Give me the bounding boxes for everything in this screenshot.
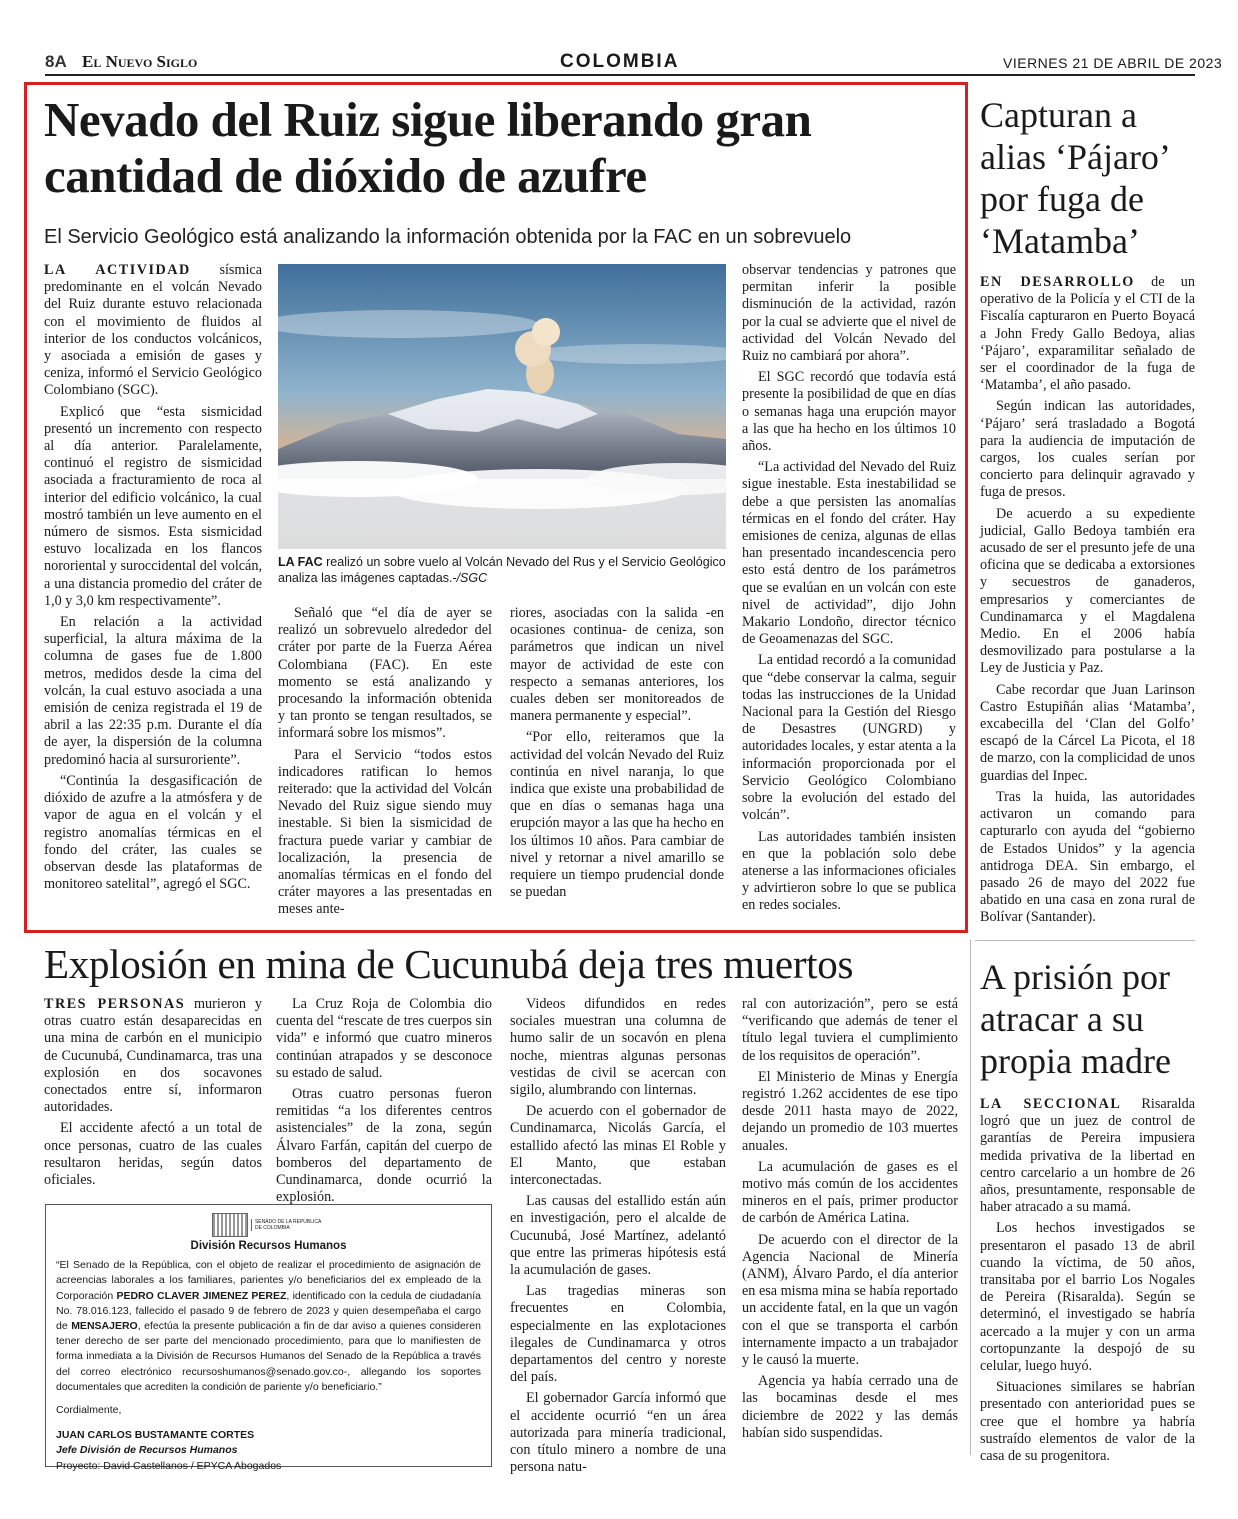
story2-column-4 — [742, 996, 958, 1446]
paragraph: Las causas del estallido están aún en investigación, pero el alcalde de Cucunubá, José Martínez, adelantó que entre las primeras hipótesis está la acumulación de gases. — [510, 1193, 726, 1279]
paragraph: Explicó que “esta sismicidad presentó un incremento con respecto al día anterior. Paralelamente, continuó el registro de sismicidad asociada a fracturamiento de roca al interior del edificio volcánico, la cual mostró también un leve aumento en el número de sismos. Esta sismicidad estuvo localizada en los flancos nororiental y suroccidental del volcán, a una distancia promedio del cráter de 1,0 y 3,0 km respectivamente”. — [44, 403, 262, 609]
paragraph: El Ministerio de Minas y Energía registró 1.262 accidentes de ese tipo desde 2011 hasta mayo de 2022, dejando un promedio de 103 muertes anuales. — [742, 1068, 958, 1154]
section-title: COLOMBIA — [560, 51, 680, 72]
paragraph: riores, asociadas con la salida -en ocasiones continua- de ceniza, son parámetros que indican un nivel mayor de actividad de este con respecto a semanas anteriores, los cuales deben ser monitoreados de manera permanente y especial”. — [510, 605, 724, 725]
paragraph: Cabe recordar que Juan Larinson Castro Estupiñán alias ‘Matamba’, excabecilla del ‘Clan del Golfo’ escapó de la Cárcel La Picota, el 18 de marzo, con la complicidad de unos guardias del Inpec. — [980, 681, 1195, 784]
notice-signer: JUAN CARLOS BUSTAMANTE CORTES — [56, 1429, 255, 1442]
main-column-2 — [278, 605, 492, 923]
paragraph: Videos difundidos en redes sociales muestran una columna de humo salir de un socavón en plena noche, mientras algunas personas vestidas de civil se acercan con sigilo, alumbrando con linternas. — [510, 996, 726, 1099]
main-column-3 — [510, 605, 724, 905]
paragraph: Otras cuatro personas fueron remitidas “a los diferentes centros asistenciales” de la zona, según Álvaro Farfán, capitán del cuerpo de bomberos del departamento de Cundinamarca, donde ocurrió la explosión. — [276, 1086, 492, 1206]
notice-project: Proyecto: David Castellanos / EPYCA Abogados — [56, 1459, 282, 1472]
page-number: 8A — [45, 52, 67, 71]
paragraph: Tras la huida, las autoridades activaron un comando para capturarlo con ayuda del “gobierno de Estados Unidos” y la agencia antidroga DEA. Sin embargo, el pasado 26 de mayo del 2022 fue abatido en una casa en zona rural de Bolívar (Santander). — [980, 788, 1195, 926]
column-rule — [970, 940, 971, 1455]
paragraph: observar tendencias y patrones que permitan inferir la posible disminución de la actividad, razón por la cual se advierte que el nivel de actividad del Volcán Nevado del Ruiz no cambiará por ahora”. — [742, 262, 956, 365]
paragraph: Agencia ya había cerrado una de las bocaminas desde el mes diciembre de 2022 y las demás habían sido suspendidas. — [742, 1373, 958, 1441]
paragraph: Señaló que “el día de ayer se realizó un sobrevuelo alrededor del cráter por parte de la Fuerza Aérea Colombiana (FAC). En este momento se está analizando y procesando la información obtenida y tan pronto se tengan resultados, se informará sobre los mismos”. — [278, 605, 492, 742]
paragraph: Situaciones similares se habrían presentado con anterioridad pues se cree que el hombre ya habría sustraído elementos de valor de la casa de su progenitora. — [980, 1379, 1195, 1465]
caption-lead: LA FAC — [278, 555, 323, 569]
side-headline-2: A prisión por atracar a su propia madre — [980, 957, 1171, 1081]
issue-date: VIERNES 21 DE ABRIL DE 2023 — [1003, 55, 1223, 71]
senate-logo — [56, 1213, 481, 1237]
caption-text: realizó un sobre vuelo al Volcán Nevado del Rus y el Servicio Geológico analiza las imágenes captadas. — [278, 555, 726, 585]
legal-notice — [45, 1204, 492, 1472]
header-rule — [45, 74, 1195, 76]
senate-emblem-icon — [212, 1213, 248, 1237]
paragraph: Los hechos investigados se presentaron el pasado 13 de abril cuando la víctima, de 50 años, transitaba por el barrio Los Nogales de Pereira (Risaralda). Según se determinó, el investigado se habría acercado a la mujer y con un arma cortopunzante la despojó de su celular, luego huyó. — [980, 1220, 1195, 1375]
volcano-photo — [278, 264, 726, 549]
paragraph: de un operativo de la Policía y el CTI de la Fiscalía capturaron en Puerto Boyacá a John Fredy Gallo Bedoya, alias ‘Pájaro’, exparamilitar señalado de ser el coordinador de la fuga de ‘Matamba’, el año pasado. — [980, 274, 1195, 394]
photo-caption — [278, 554, 726, 586]
logo-text: SENADO DE LA REPÚBLICA DE COLOMBIA — [251, 1219, 325, 1231]
story2-column-2 — [276, 996, 492, 1210]
paragraph: La Cruz Roja de Colombia dio cuenta del “rescate de tres cuerpos sin vida” e informó que cuatro mineros continúan atrapados y se desconoce su estado de salud. — [276, 996, 492, 1081]
paragraph: sísmica predominante en el volcán Nevado del Ruiz durante estuvo relacionada con el movimiento de fluidos al interior de los conductos volcánicos, y asociada a emisión de gases y ceniza, informó el Servicio Geológico Colombiano (SGC). — [44, 262, 262, 399]
paragraph: Las autoridades también insisten en que la población solo debe atenerse a las informaciones oficiales y advirtieron sobre lo que se publica en redes sociales. — [742, 828, 956, 914]
main-column-1 — [44, 262, 262, 897]
paragraph: De acuerdo a su expediente judicial, Gallo Bedoya también era acusado de ser el presunto jefe de una oficina que se dedicaba a extorsiones y secuestros de ganaderos, empresarios y comerciantes de Cundinamarca y el Magdalena Medio. En el 2006 había desmovilizado para postularse a la Ley de Justicia y Paz. — [980, 505, 1195, 677]
paragraph: De acuerdo con el gobernador de Cundinamarca, Nicolás García, el estallido afectó las minas El Roble y El Manto, que estaban interconectadas. — [510, 1103, 726, 1189]
side-headline-1: Capturan a alias ‘Pájaro’ por fuga de ‘Matamba’ — [980, 95, 1169, 261]
main-headline: Nevado del Ruiz sigue liberando gran cantidad de dióxido de azufre — [44, 92, 812, 203]
side-story-2 — [980, 1096, 1195, 1469]
paragraph: De acuerdo con el director de la Agencia Nacional de Minería (ANM), Álvaro Pardo, el día anterior en esa misma mina se había reportado un accidente fatal, en la que un vagón con el que se transporta el carbón internamente impacto a un trabajador y le causó la muerte. — [742, 1231, 958, 1369]
caption-credit: -/SGC — [452, 571, 488, 585]
notice-body: “El Senado de la República, con el objeto de realizar el procedimiento de asignación de acreencias laborales a los familiares, parientes y/o beneficiarios del ex empleado de la Corporación PEDRO CLAVER JIMENEZ PEREZ, identificado con la cedula de ciudadanía No. 78.016.123, fallecido el pasado 9 de febrero de 2023 y quien desempeñaba el cargo de MENSAJERO, efectúa la presente publicación a fin de dar aviso a quienes consideren tener derecho de ser parte del mencionado procedimiento, para que lo manifiesten de forma inmediata a la División de Recursos Humanos del Senado de la República a través del correo electrónico recursoshumanos@senado.gov.co-, allegando los soportes documentales que acrediten la condición de pariente y/o beneficiario.” — [56, 1259, 481, 1393]
paragraph: “La actividad del Nevado del Ruiz sigue inestable. Esta inestabilidad se debe a que persisten las anomalías térmicas en el fondo del cráter. Hay emisiones de ceniza, algunas de ellas han presentado incandescencia pero esto está dentro de los parámetros que se evalúan en un volcán con este nivel de actividad”, dijo John Makario Londoño, director técnico de Geoamenazas del SGC. — [742, 459, 956, 648]
lead-in: LA SECCIONAL — [980, 1096, 1122, 1112]
paragraph: La acumulación de gases es el motivo más común de los accidentes mineros en el país, primer productor de carbón de América Latina. — [742, 1158, 958, 1227]
main-subheadline: El Servicio Geológico está analizando la información obtenida por la FAC en un sobrevuelo — [44, 226, 852, 248]
main-column-4 — [742, 262, 956, 919]
lead-in: EN DESARROLLO — [980, 274, 1135, 290]
story2-column-1 — [44, 996, 262, 1193]
paragraph: ral con autorización”, pero se está “verificando que además de tener el título legal tuviera el cumplimiento de los requisitos de operación”. — [742, 996, 958, 1064]
notice-signer-role: Jefe División de Recursos Humanos — [56, 1444, 238, 1457]
paragraph: Según indican las autoridades, ‘Pájaro’ será trasladado a Bogotá para la audiencia de imputación de cargos, los cuales serían por concierto para delinquir agravado y fuga de presos. — [980, 398, 1195, 501]
lead-in: LA ACTIVIDAD — [44, 262, 191, 278]
story2-column-3 — [510, 996, 726, 1480]
notice-title: División Recursos Humanos — [190, 1240, 347, 1252]
paragraph: El gobernador García informó que el accidente ocurrió “en un área autorizada para minería tradicional, con título minero a nombre de una persona natu- — [510, 1390, 726, 1476]
notice-closing: Cordialmente, — [56, 1404, 122, 1417]
section-divider — [975, 940, 1195, 941]
side-story-1 — [980, 274, 1195, 931]
paragraph: Para el Servicio “todos estos indicadores ratifican lo hemos reiterado: que la actividad del Volcán Nevado del Ruiz sigue siendo muy inestable. Si bien la sismicidad de fractura puede variar y cambiar de localización, la presencia de anomalías térmicas en el fondo del cráter mayores a las presentadas en meses ante- — [278, 746, 492, 918]
second-headline: Explosión en mina de Cucunubá deja tres muertos — [44, 941, 854, 987]
lead-in: TRES PERSONAS — [44, 996, 186, 1012]
newspaper-name: El Nuevo Siglo — [82, 52, 198, 71]
paragraph: Risaralda logró que un juez de control de garantías de Pereira impusiera medida privativa de la libertad en centro carcelario a un hombre de 26 años, presuntamente, responsable de haber atracado a su mamá. — [980, 1096, 1195, 1216]
paragraph: “Por ello, reiteramos que la actividad del volcán Nevado del Ruiz continúa en nivel naranja, lo que indica que existe una probabilidad de que en días o semanas haga una erupción mayor a las que ha hecho en los últimos 10 años. Para cambiar de nivel y retornar a nivel amarillo se requiere un tiempo prudencial donde se puedan — [510, 729, 724, 901]
paragraph: La entidad recordó a la comunidad que “debe conservar la calma, seguir todas las instrucciones de la Unidad Nacional para la Gestión del Riesgo de Desastres (UNGRD) y autoridades locales, y estar atenta a la información proporcionada por el Servicio Geológico Colombiano sobre la evolución del estado del volcán”. — [742, 652, 956, 824]
paragraph: El accidente afectó a un total de once personas, cuatro de las cuales resultaron heridas, según datos oficiales. — [44, 1120, 262, 1189]
paragraph: “Continúa la desgasificación de dióxido de azufre a la atmósfera y de vapor de agua en el volcán y el registro anomalías térmicas en el fondo del cráter, las cuales se observan desde las plataformas de monitoreo satelital”, agregó el SGC. — [44, 772, 262, 893]
paragraph: murieron y otras cuatro están desaparecidas en una mina de carbón en el municipio de Cucunubá, Cundinamarca, tras una explosión en dos socavones conectados entre sí, informaron autoridades. — [44, 996, 262, 1116]
paragraph: Las tragedias mineras son frecuentes en Colombia, especialmente en las explotaciones ilegales de Cundinamarca y otros departamentos del centro y noreste del país. — [510, 1283, 726, 1386]
paragraph: En relación a la actividad superficial, la altura máxima de la columna de gases fue de 1.800 metros, medidos desde la cima del volcán, la cual estuvo asociada a una emisión de ceniza registrada el 19 de abril a las 22:35 p.m. Durante el día de ayer, la dispersión de la columna predominó hacia al sursuroriente”. — [44, 614, 262, 768]
paragraph: El SGC recordó que todavía está presente la posibilidad de que en días o semanas haga una erupción mayor a las que ha hecho en los últimos 10 años. — [742, 369, 956, 455]
